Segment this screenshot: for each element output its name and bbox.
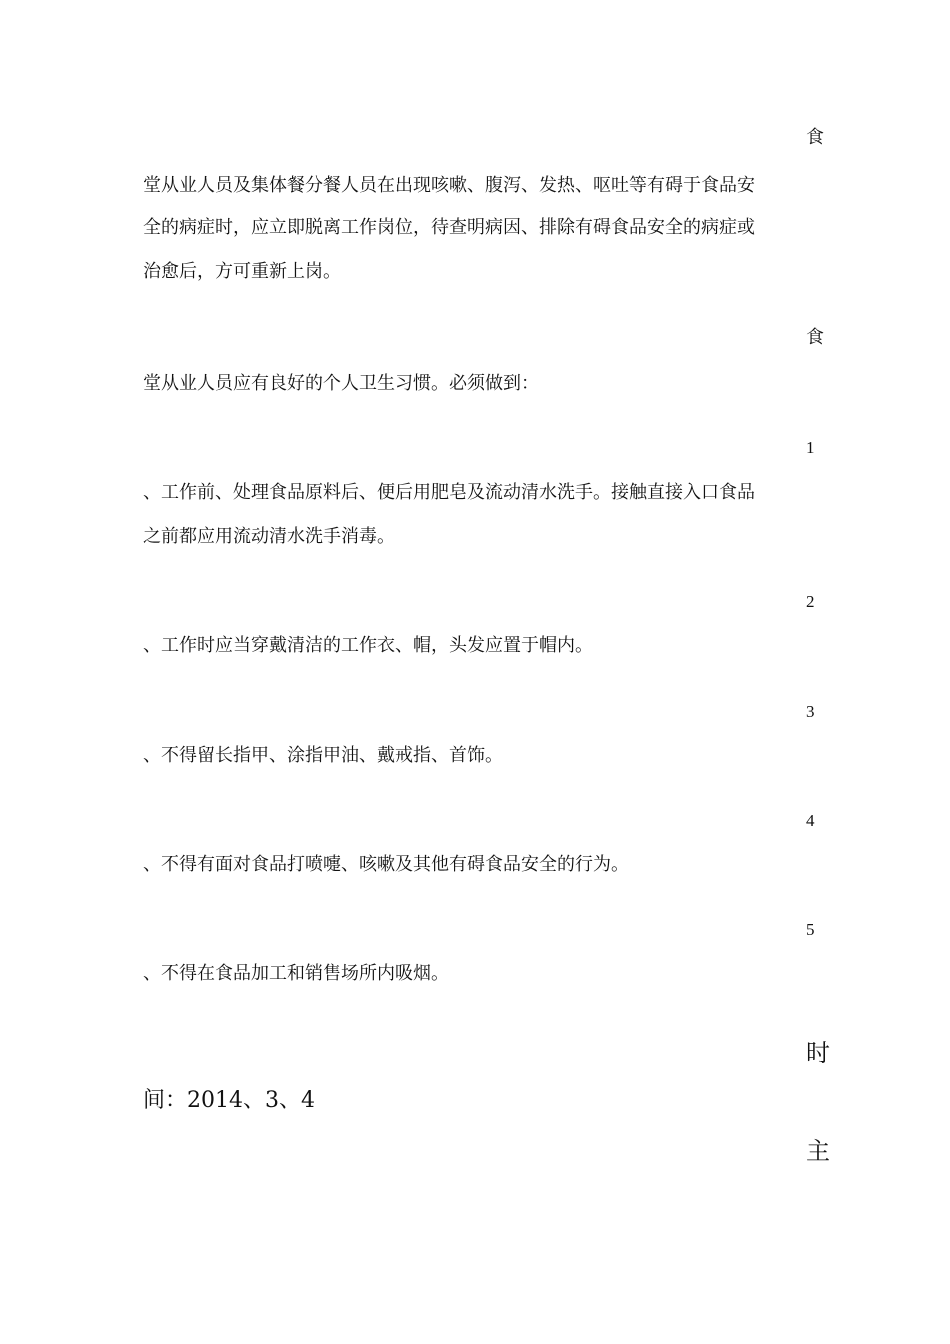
list-item-line: 、工作前、处理食品原料后、便后用肥皂及流动清水洗手。接触直接入口食品: [143, 482, 755, 503]
list-item-line: 、不得留长指甲、涂指甲油、戴戒指、首饰。: [143, 745, 503, 766]
paragraph-line: 堂从业人员及集体餐分餐人员在出现咳嗽、腹泻、发热、呕吐等有碍于食品安: [143, 175, 755, 196]
list-item-line: 之前都应用流动清水洗手消毒。: [143, 526, 395, 547]
paragraph-marker: 食: [806, 127, 824, 148]
time-marker: 时: [806, 1039, 830, 1067]
paragraph-marker: 食: [806, 327, 824, 348]
paragraph-line: 全的病症时，应立即脱离工作岗位，待查明病因、排除有碍食品安全的病症或: [143, 217, 755, 238]
list-item-line: 、不得有面对食品打喷嚏、咳嗽及其他有碍食品安全的行为。: [143, 854, 629, 875]
paragraph-line: 堂从业人员应有良好的个人卫生习惯。必须做到：: [143, 373, 539, 394]
paragraph-line: 治愈后，方可重新上岗。: [143, 261, 341, 282]
subject-marker: 主: [806, 1137, 830, 1165]
list-item-number: 3: [806, 702, 815, 721]
list-item-number: 4: [806, 811, 815, 830]
list-item-line: 、工作时应当穿戴清洁的工作衣、帽，头发应置于帽内。: [143, 635, 593, 656]
list-item-number: 1: [806, 438, 815, 457]
list-item-line: 、不得在食品加工和销售场所内吸烟。: [143, 963, 449, 984]
list-item-number: 2: [806, 592, 815, 611]
time-text: 间：2014、3、4: [143, 1088, 315, 1113]
list-item-number: 5: [806, 920, 815, 939]
